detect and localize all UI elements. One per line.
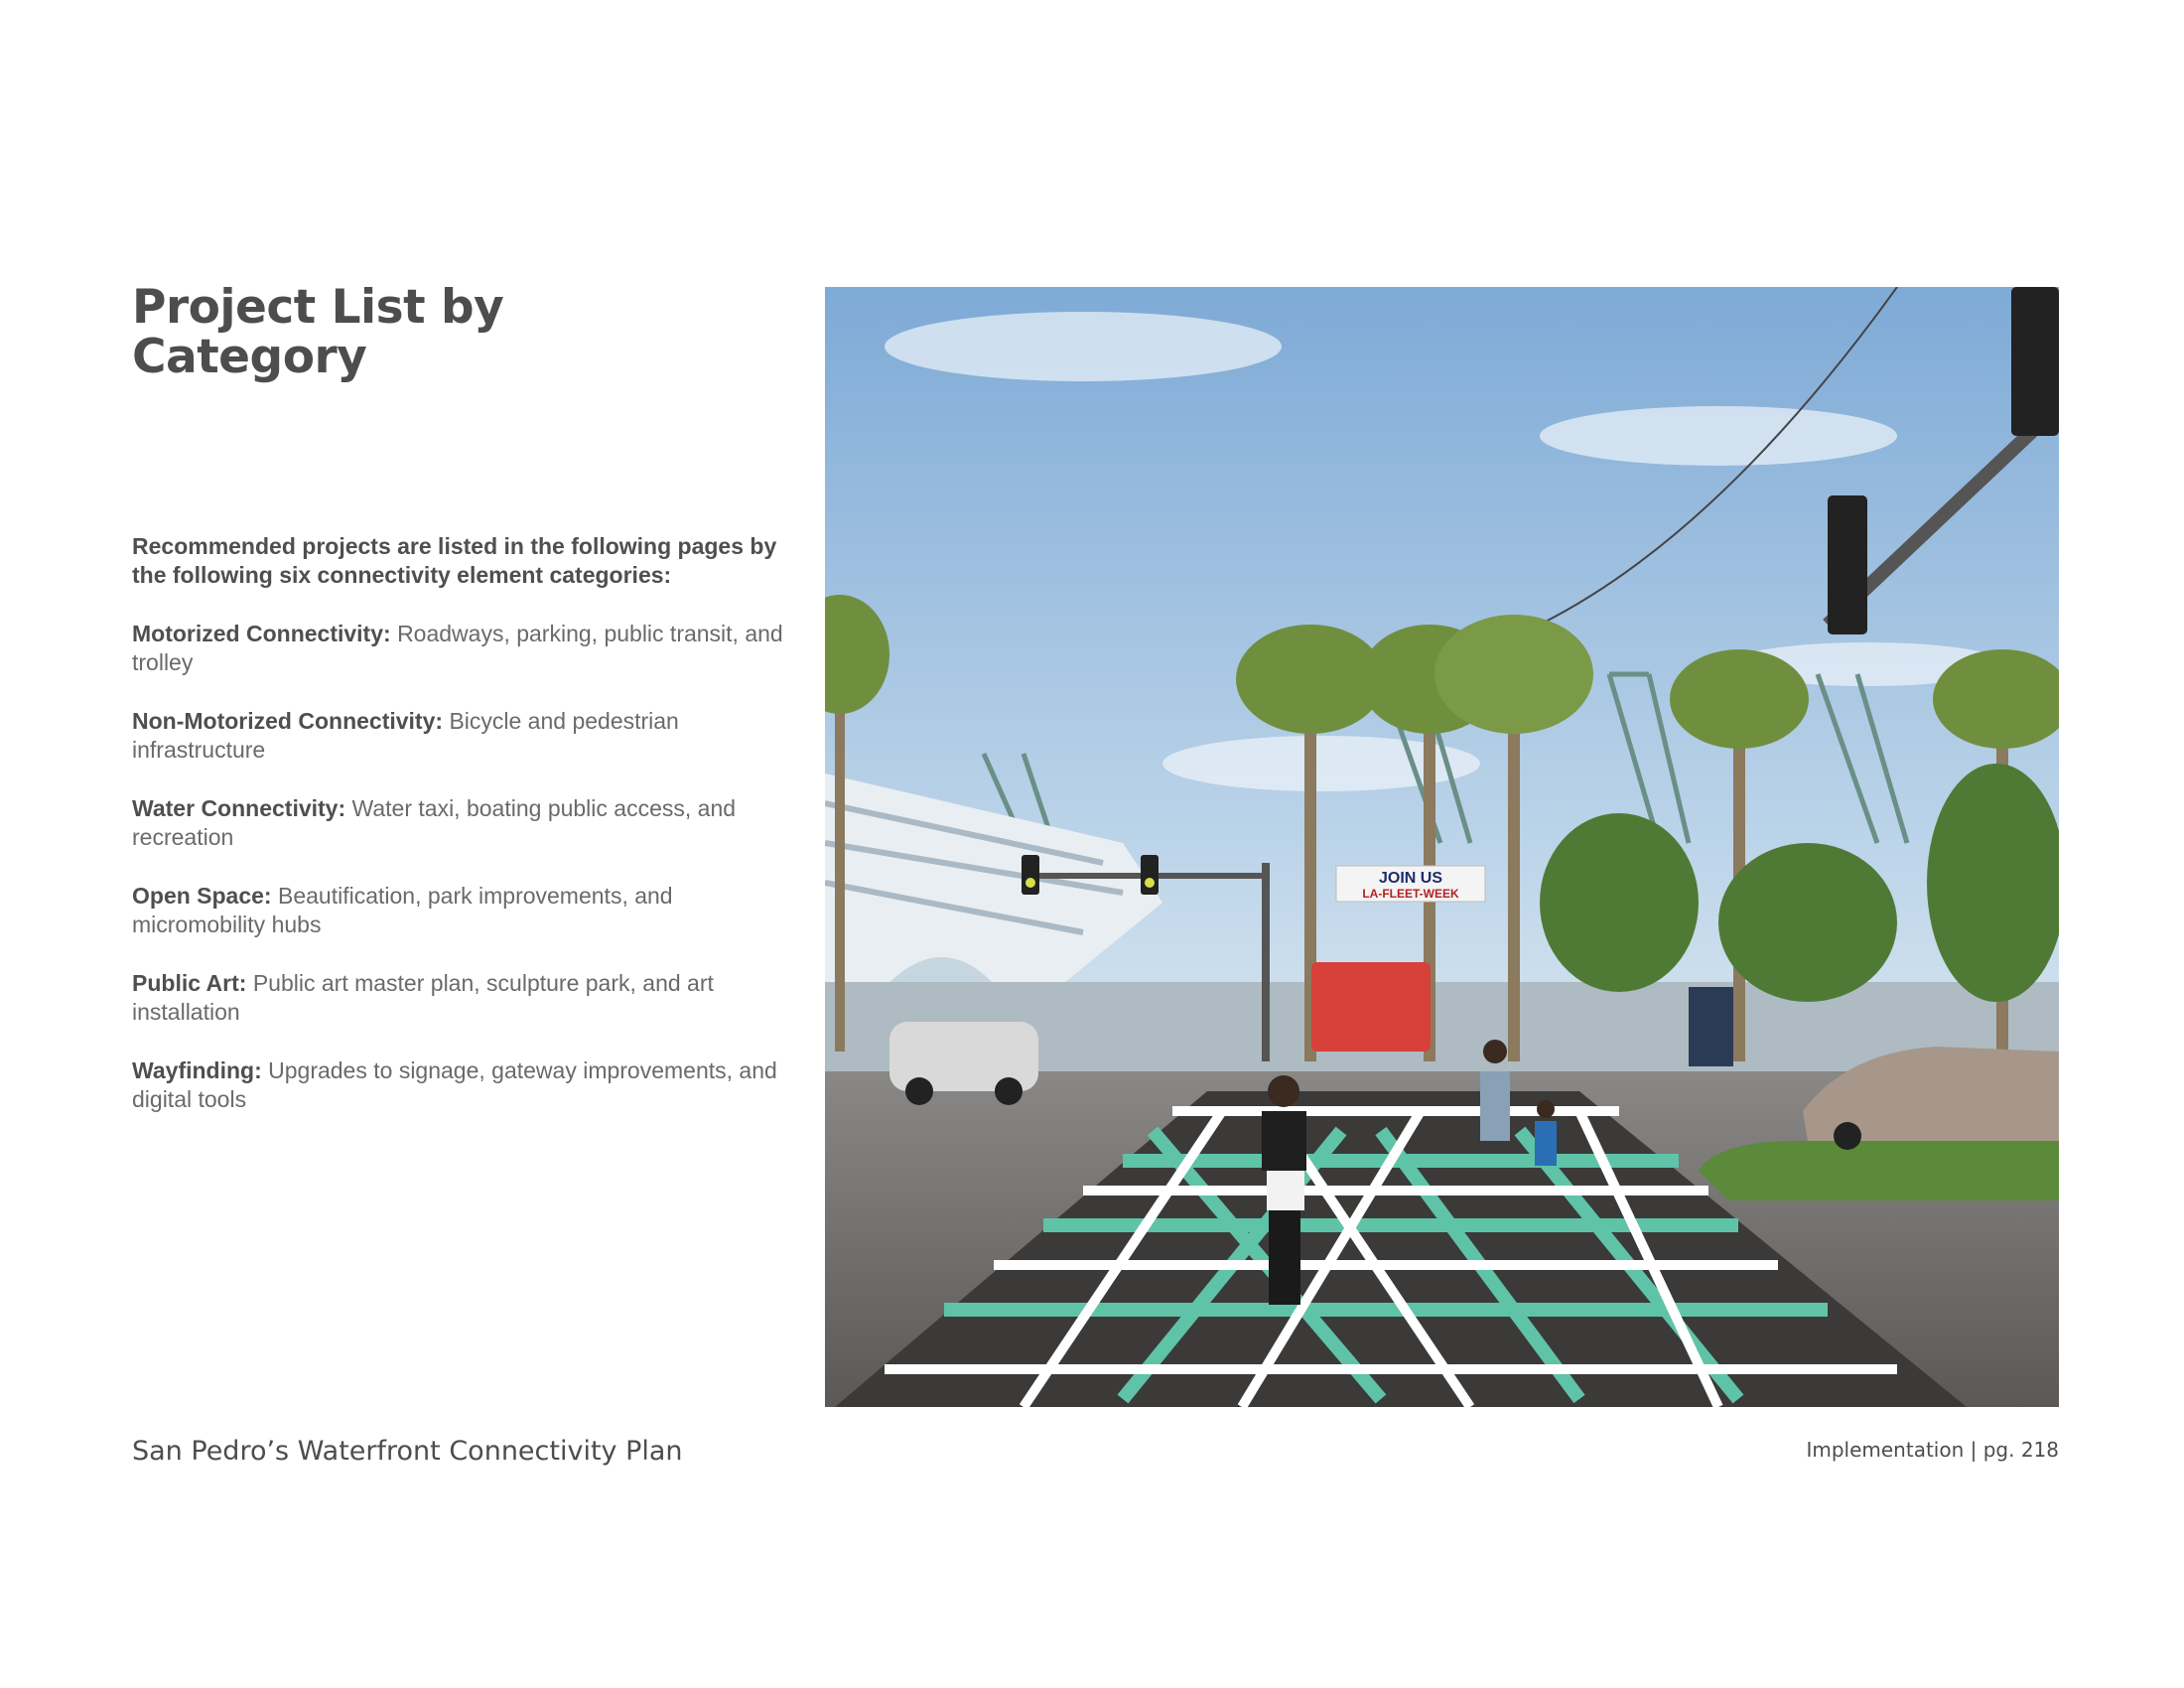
category-description: Roadways, parking, public transit, and trolley [132, 621, 783, 675]
category-item-public-art [132, 969, 787, 1056]
category-name: Public Art: [132, 970, 247, 996]
category-item-non-motorized [132, 707, 787, 794]
category-name: Water Connectivity: [132, 795, 346, 821]
food-truck [1311, 962, 1431, 1052]
category-name: Open Space: [132, 883, 272, 909]
category-description: Upgrades to signage, gateway improvements, and digital tools [132, 1057, 777, 1112]
fleet-week-banner [1336, 866, 1485, 902]
section-page-number: Implementation | pg. 218 [1806, 1438, 2059, 1462]
banner-line1: JOIN US [1378, 870, 1443, 887]
crosswalk-rendering-photo [825, 287, 2059, 1407]
category-item-open-space [132, 882, 787, 969]
median-planter [1699, 1141, 2059, 1200]
category-description: Public art master plan, sculpture park, and art installation [132, 970, 714, 1025]
street-scene-illustration [825, 287, 2059, 1407]
category-name: Non-Motorized Connectivity: [132, 708, 444, 734]
intro-text: Recommended projects are listed in the following pages by the following six connectivity element categories: [132, 533, 777, 588]
page-title [132, 280, 688, 384]
category-item-water [132, 794, 787, 882]
category-list [132, 620, 787, 1144]
category-name: Wayfinding: [132, 1057, 262, 1083]
info-kiosk [1689, 987, 1733, 1066]
document-title: San Pedro’s Waterfront Connectivity Plan [132, 1436, 683, 1467]
category-description: Water taxi, boating public access, and recreation [132, 795, 737, 850]
category-item-wayfinding [132, 1056, 787, 1144]
category-name: Motorized Connectivity: [132, 621, 391, 646]
category-description: Beautification, park improvements, and micromobility hubs [132, 883, 673, 937]
page-title-line2: Category [132, 330, 367, 384]
page-title-line1: Project List by [132, 280, 504, 335]
category-description: Bicycle and pedestrian infrastructure [132, 708, 679, 763]
category-item-motorized [132, 620, 787, 707]
banner-line2: LA-FLEET-WEEK [1362, 887, 1459, 901]
